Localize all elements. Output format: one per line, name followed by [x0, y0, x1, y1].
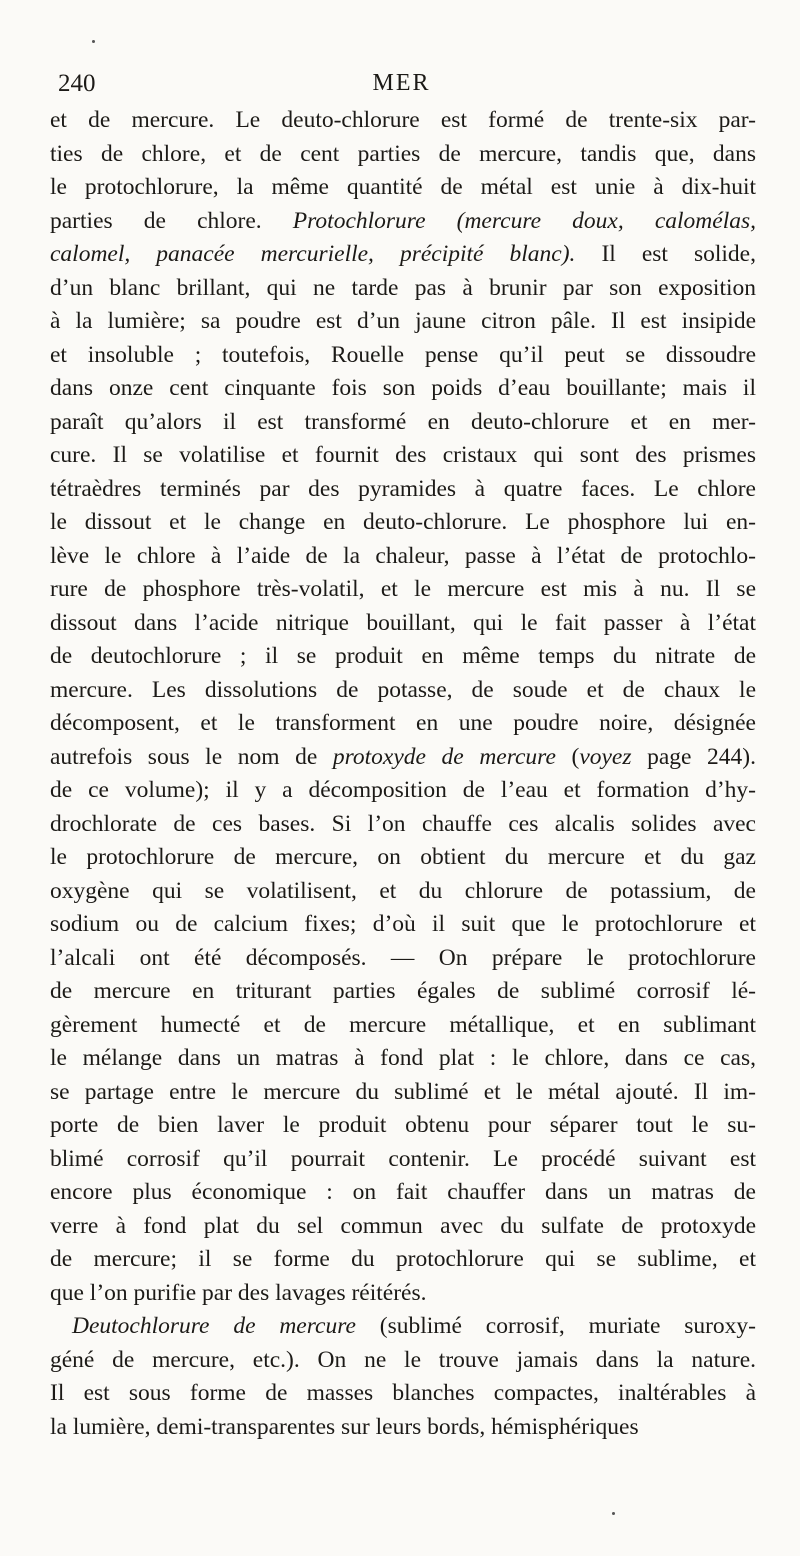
text-span: d’un blanc brillant, qui ne tarde pas à brunir par son exposition: [50, 274, 756, 301]
text-span: l’alcali ont été décomposés. — On prépare le protochlorure: [50, 944, 756, 971]
text-span: le mélange dans un matras à fond plat : le chlore, dans ce cas,: [50, 1045, 756, 1071]
text-span: le protochlorure de mercure, on obtient du mercure et du gaz: [50, 844, 756, 870]
text-line: [50, 875, 756, 909]
text-line: [50, 372, 756, 406]
body-text: [50, 104, 756, 1444]
text-line: [50, 1411, 756, 1445]
text-span: dissout dans l’acide nitrique bouillant, qui le fait passer à l’état: [50, 609, 756, 636]
text-span: la lumière, demi-transparentes sur leurs bords, hémisphériques: [50, 1413, 639, 1440]
text-span: oxygène qui se volatilisent, et du chlorure de potassium, de: [50, 877, 756, 904]
text-span: gèrement humecté et de mercure métallique, et en sublimant: [50, 1011, 756, 1038]
text-line: [50, 473, 756, 507]
text-span: blimé corrosif qu’il pourrait contenir. Le procédé suivant est: [50, 1145, 756, 1172]
text-span: cure. Il se volatilise et fournit des cristaux qui sont des prismes: [50, 442, 756, 468]
italic-span: Protochlorure (mercure doux, calomélas,: [292, 207, 756, 234]
text-span: mercure. Les dissolutions de potasse, de soude et de chaux le: [50, 676, 756, 703]
text-line: [50, 1344, 756, 1378]
text-line: [50, 975, 756, 1009]
text-line: [50, 104, 756, 138]
text-line: [50, 339, 756, 373]
text-line: [50, 741, 756, 775]
text-line: [50, 942, 756, 976]
text-line: [50, 1210, 756, 1244]
text-line: [50, 171, 756, 205]
text-span: tétraèdres terminés par des pyramides à quatre faces. Le chlore: [50, 475, 756, 502]
text-span: décomposent, et le transforment en une poudre noire, désignée: [50, 710, 756, 736]
text-span: de mercure en triturant parties égales de sublimé corrosif lé-: [50, 978, 756, 1004]
text-line: [50, 707, 756, 741]
text-line: [50, 1243, 756, 1277]
italic-span: Deutochlorure de mercure: [72, 1313, 356, 1339]
text-span: se partage entre le mercure du sublimé et le métal ajouté. Il im-: [50, 1078, 756, 1105]
text-line: [50, 1310, 756, 1344]
speck: [612, 1512, 615, 1515]
italic-span: voyez: [579, 743, 632, 770]
text-span: ties de chlore, et de cent parties de mercure, tandis que, dans: [50, 140, 756, 167]
italic-span: protoxyde de mercure: [332, 743, 556, 770]
text-span: encore plus économique : on fait chauffer dans un matras de: [50, 1179, 756, 1205]
text-span: parties de chlore.: [50, 207, 293, 234]
text-line: [50, 305, 756, 339]
text-line: [50, 1009, 756, 1043]
text-line: [50, 808, 756, 842]
text-span: de ce volume); il y a décomposition de l’eau et formation d’hy-: [50, 777, 756, 803]
text-span: sodium ou de calcium fixes; d’où il suit que le protochlorure et: [50, 911, 756, 937]
page-header: [58, 70, 745, 102]
text-line: [50, 1076, 756, 1110]
text-span: dans onze cent cinquante fois son poids d’eau bouillante; mais il: [50, 375, 756, 401]
text-line: [50, 1377, 756, 1411]
text-span: (sublimé corrosif, muriate suroxy-: [355, 1313, 756, 1339]
text-line: [50, 439, 756, 473]
text-line: [50, 640, 756, 674]
text-line: [50, 1176, 756, 1210]
italic-span: calomel, panacée mercurielle, précipité blanc).: [50, 241, 576, 267]
text-line: [50, 506, 756, 540]
text-span: de mercure; il se forme du protochlorure qui se sublime, et: [50, 1246, 756, 1272]
text-line: [50, 908, 756, 942]
text-span: porte de bien laver le produit obtenu pour séparer tout le su-: [50, 1112, 756, 1138]
text-span: (: [555, 743, 580, 770]
text-span: que l’on purifie par des lavages réitérés.: [50, 1279, 427, 1306]
text-span: lève le chlore à l’aide de la chaleur, passe à l’état de protochlo-: [50, 542, 756, 569]
text-line: [50, 607, 756, 641]
text-line: [50, 1277, 756, 1311]
text-span: de deutochlorure ; il se produit en même temps du nitrate de: [50, 643, 756, 669]
text-span: drochlorate de ces bases. Si l’on chauffe ces alcalis solides avec: [50, 810, 756, 837]
text-line: [50, 1042, 756, 1076]
text-span: et insoluble ; toutefois, Rouelle pense qu’il peut se dissoudre: [50, 341, 756, 368]
text-span: verre à fond plat du sel commun avec du sulfate de protoxyde: [50, 1212, 756, 1239]
text-line: [50, 138, 756, 172]
text-line: [50, 573, 756, 607]
text-line: [50, 841, 756, 875]
text-span: rure de phosphore très-volatil, et le mercure est mis à nu. Il se: [50, 576, 756, 602]
text-line: [50, 238, 756, 272]
text-line: [50, 540, 756, 574]
text-line: [50, 774, 756, 808]
speck: [92, 40, 95, 43]
text-span: le protochlorure, la même quantité de métal est unie à dix-huit: [50, 174, 756, 200]
page-number: 240: [58, 70, 96, 97]
text-line: [50, 272, 756, 306]
text-line: [50, 205, 756, 239]
text-span: géné de mercure, etc.). On ne le trouve jamais dans la nature.: [50, 1346, 756, 1373]
text-span: à la lumière; sa poudre est d’un jaune citron pâle. Il est insipide: [50, 308, 756, 334]
text-span: Il est solide,: [575, 241, 756, 267]
text-span: et de mercure. Le deuto-chlorure est formé de trente-six par-: [50, 107, 756, 133]
text-span: paraît qu’alors il est transformé en deuto-chlorure et en mer-: [50, 408, 756, 435]
text-line: [50, 674, 756, 708]
text-line: [50, 406, 756, 440]
text-span: le dissout et le change en deuto-chlorure. Le phosphore lui en-: [50, 509, 756, 535]
running-head: MER: [372, 70, 431, 96]
text-span: autrefois sous le nom de: [50, 743, 333, 770]
text-span: page 244).: [631, 743, 756, 770]
text-line: [50, 1109, 756, 1143]
text-line: [50, 1143, 756, 1177]
text-span: Il est sous forme de masses blanches compactes, inaltérables à: [50, 1380, 756, 1406]
